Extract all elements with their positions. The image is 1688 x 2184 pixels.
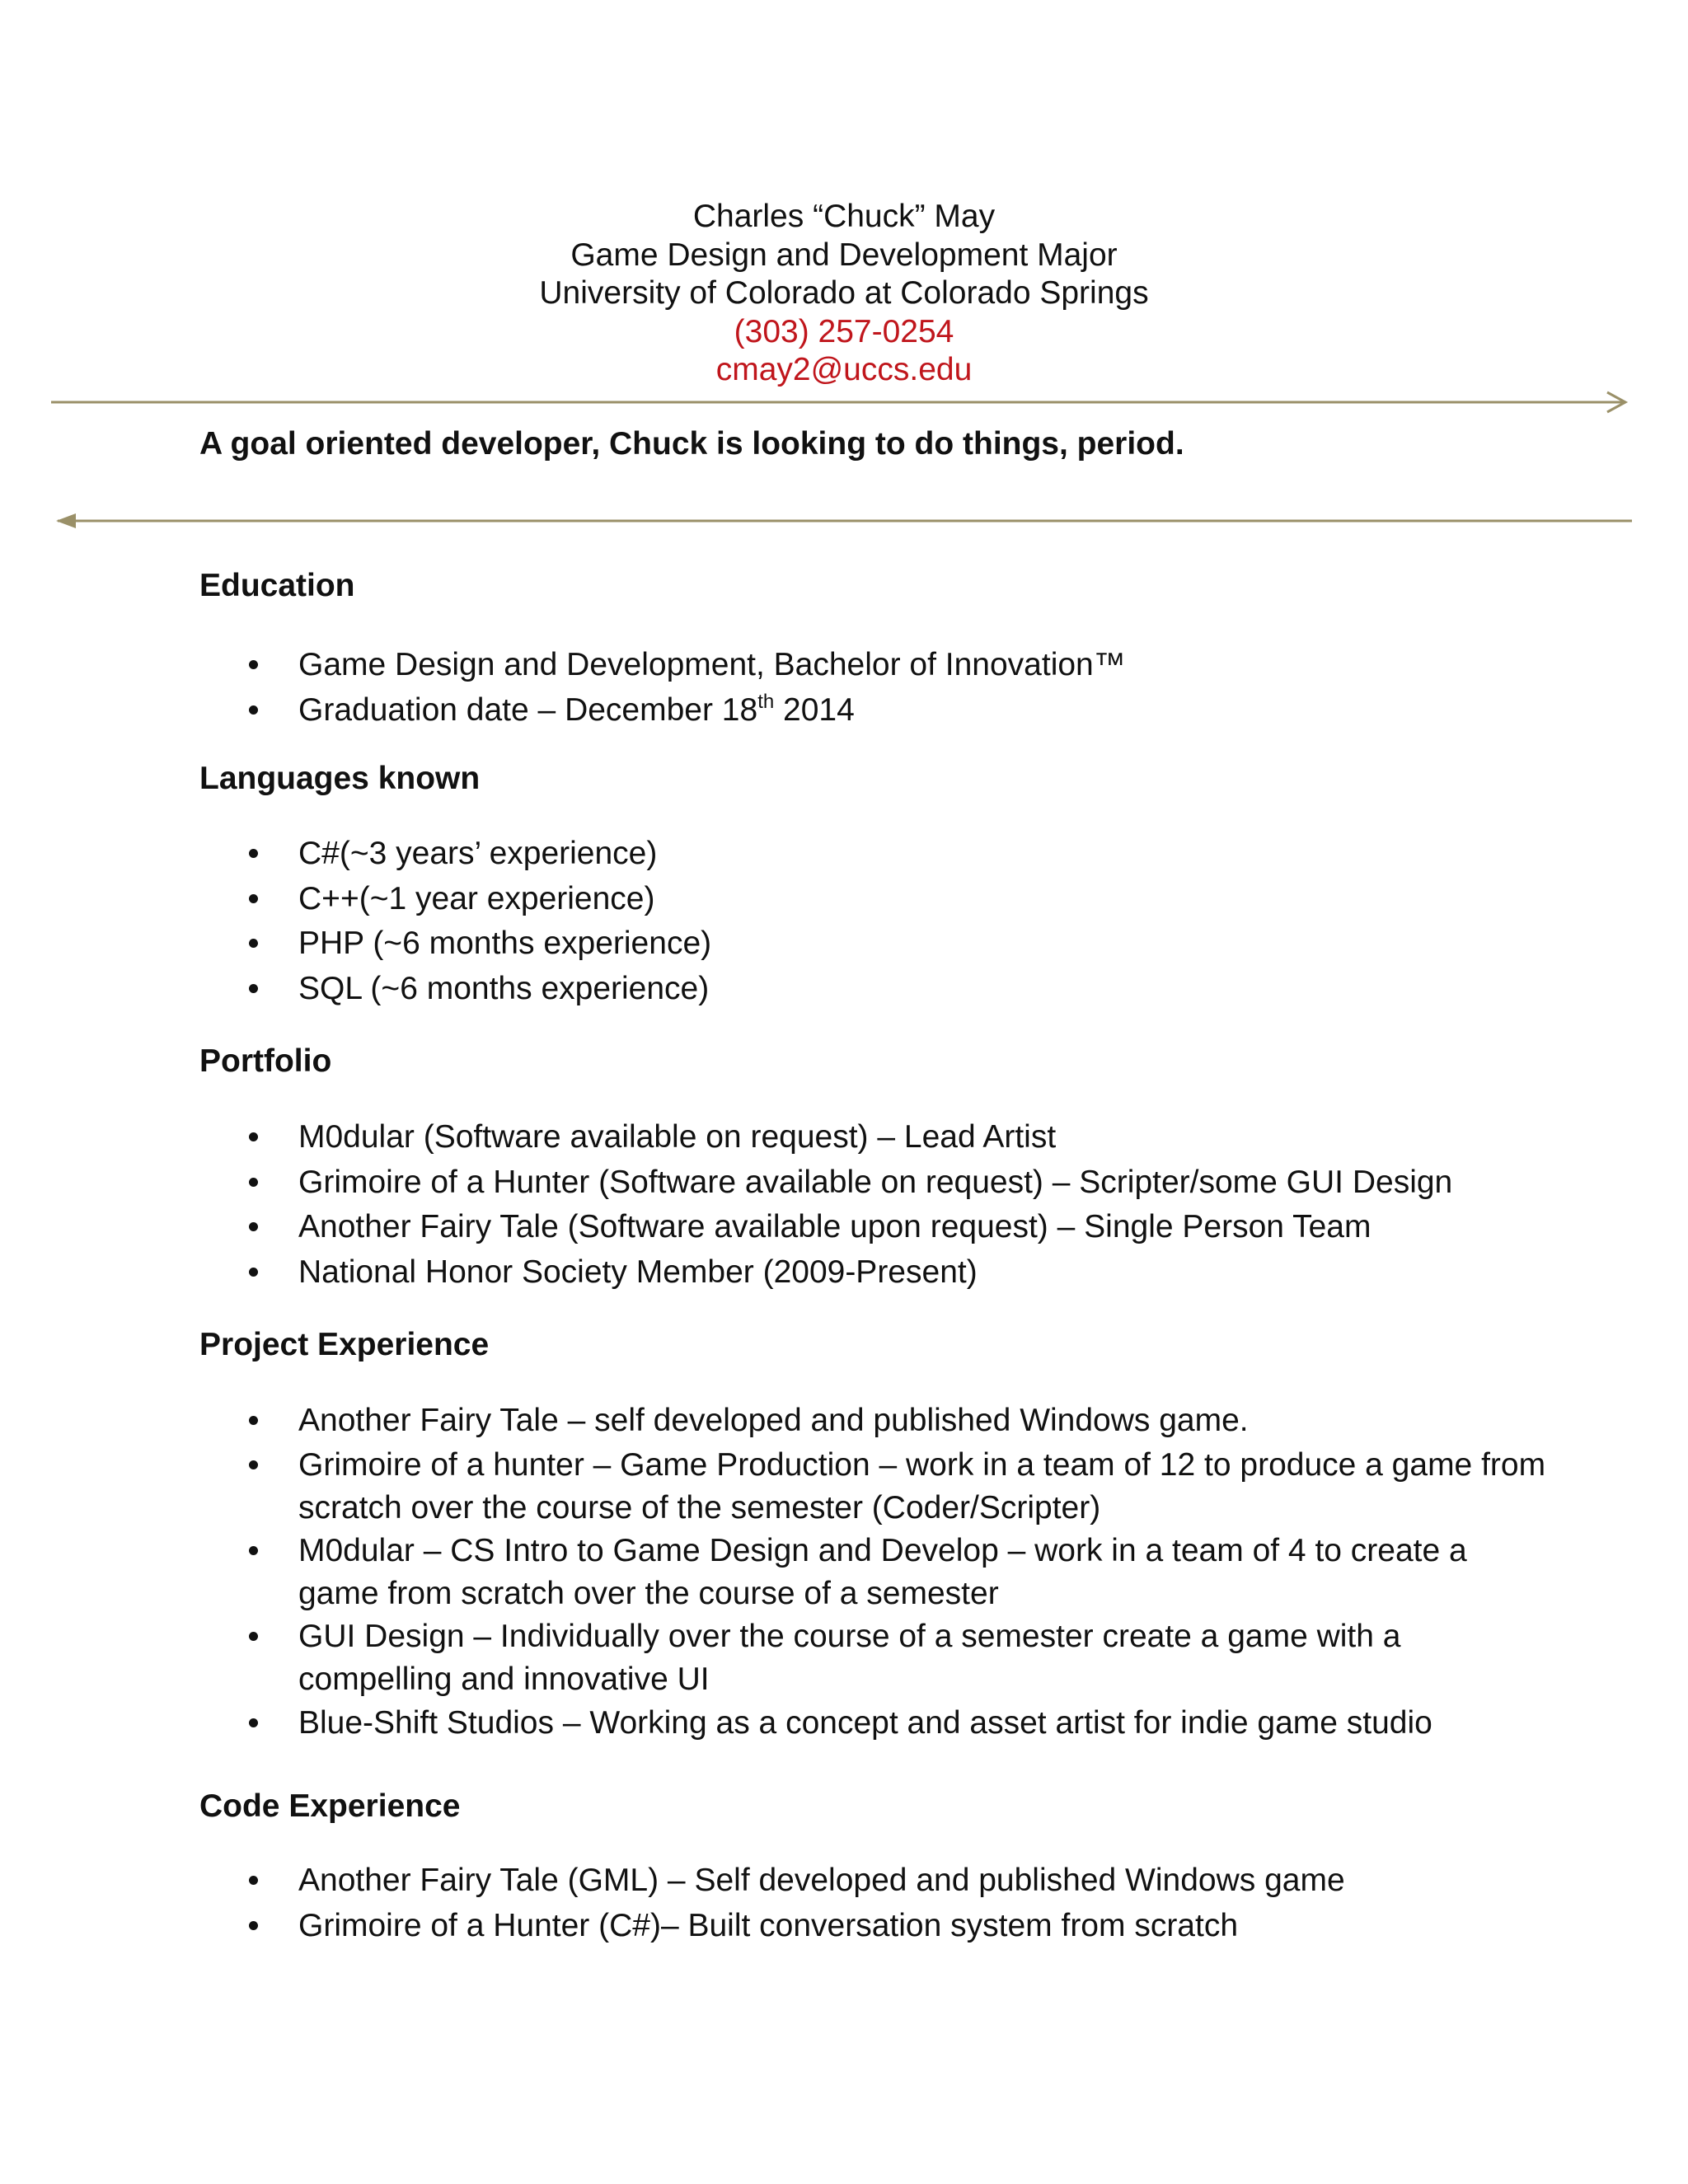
list-item: [0, 1250, 1688, 1296]
candidate-name: Charles “Chuck” May: [692, 199, 996, 234]
divider-arrow-right: [0, 390, 1688, 415]
bullet-icon: [249, 1268, 258, 1277]
list-item: [0, 1115, 1688, 1160]
list-item: [0, 1615, 1688, 1701]
list-item: [0, 877, 1688, 922]
project-item: Blue-Shift Studios – Working as a concept and asset artist for indie game studio: [298, 1704, 1432, 1741]
bullet-icon: [249, 1222, 258, 1231]
list-item: [0, 921, 1688, 967]
portfolio-list: [0, 1115, 1688, 1295]
bullet-icon: [249, 984, 258, 993]
objective-statement: A goal oriented developer, Chuck is looking to do things, period.: [199, 426, 1184, 462]
projects-heading: Project Experience: [199, 1327, 490, 1362]
language-item: PHP (~6 months experience): [298, 926, 712, 961]
code-list: [0, 1858, 1688, 1948]
list-item: [0, 1701, 1688, 1746]
language-item: C#(~3 years’ experience): [298, 836, 658, 871]
list-item: [0, 1205, 1688, 1250]
list-item: [0, 688, 1688, 733]
bullet-icon: [249, 1416, 258, 1425]
code-heading: Code Experience: [199, 1788, 461, 1824]
candidate-email[interactable]: cmay2@uccs.edu: [715, 352, 973, 387]
resume-header: [0, 198, 1688, 390]
portfolio-item: National Honor Society Member (2009-Present): [298, 1254, 978, 1290]
project-item: GUI Design – Individually over the course of a semester create a game with a compelling and innovative UI: [298, 1618, 1401, 1697]
bullet-icon: [249, 939, 258, 948]
candidate-major: Game Design and Development Major: [570, 237, 1118, 273]
portfolio-item: M0dular (Software available on request) – Lead Artist: [298, 1119, 1057, 1155]
list-item: [0, 967, 1688, 1012]
graduation-date-suffix: th: [757, 690, 775, 713]
bullet-icon: [249, 1460, 258, 1469]
project-item: M0dular – CS Intro to Game Design and Develop – work in a team of 4 to create a game from scratch over the course of a semester: [298, 1532, 1467, 1611]
bullet-icon: [249, 849, 258, 858]
education-degree: Game Design and Development, Bachelor of Innovation™: [298, 647, 1126, 682]
portfolio-item: Grimoire of a Hunter (Software available on request) – Scripter/some GUI Design: [298, 1164, 1453, 1200]
bullet-icon: [249, 1546, 258, 1555]
education-list: [0, 643, 1688, 733]
languages-heading: Languages known: [199, 761, 481, 796]
bullet-icon: [249, 894, 258, 903]
bullet-icon: [249, 1876, 258, 1885]
graduation-date-prefix: Graduation date – December 18: [298, 691, 758, 728]
bullet-icon: [249, 1132, 258, 1141]
list-item: [0, 1530, 1688, 1615]
education-heading: Education: [199, 568, 355, 603]
graduation-year: 2014: [774, 691, 855, 728]
project-item: Grimoire of a hunter – Game Production – work in a team of 12 to produce a game from scratch over the course of the semester (Coder/Scripter): [298, 1446, 1546, 1526]
candidate-phone[interactable]: (303) 257-0254: [734, 313, 954, 349]
bullet-icon: [249, 1718, 258, 1727]
portfolio-item: Another Fairy Tale (Software available upon request) – Single Person Team: [298, 1209, 1372, 1244]
list-item: [0, 832, 1688, 877]
list-item: [0, 1160, 1688, 1206]
list-item: [0, 1858, 1688, 1904]
list-item: [0, 643, 1688, 688]
language-item: C++(~1 year experience): [298, 880, 655, 916]
candidate-school: University of Colorado at Colorado Springs: [539, 275, 1149, 311]
portfolio-heading: Portfolio: [199, 1043, 332, 1079]
code-item: Another Fairy Tale (GML) – Self developed and published Windows game: [298, 1863, 1345, 1898]
bullet-icon: [249, 1632, 258, 1641]
projects-list: [0, 1399, 1688, 1746]
list-item: [0, 1444, 1688, 1530]
code-item: Grimoire of a Hunter (C#)– Built conversation system from scratch: [298, 1907, 1239, 1943]
language-item: SQL (~6 months experience): [298, 970, 710, 1006]
list-item: [0, 1904, 1688, 1949]
bullet-icon: [249, 1921, 258, 1930]
divider-arrow-left: [0, 509, 1688, 533]
project-item: Another Fairy Tale – self developed and published Windows game.: [298, 1403, 1249, 1438]
bullet-icon: [249, 660, 258, 669]
bullet-icon: [249, 705, 258, 715]
bullet-icon: [249, 1178, 258, 1187]
languages-list: [0, 832, 1688, 1011]
list-item: [0, 1399, 1688, 1444]
